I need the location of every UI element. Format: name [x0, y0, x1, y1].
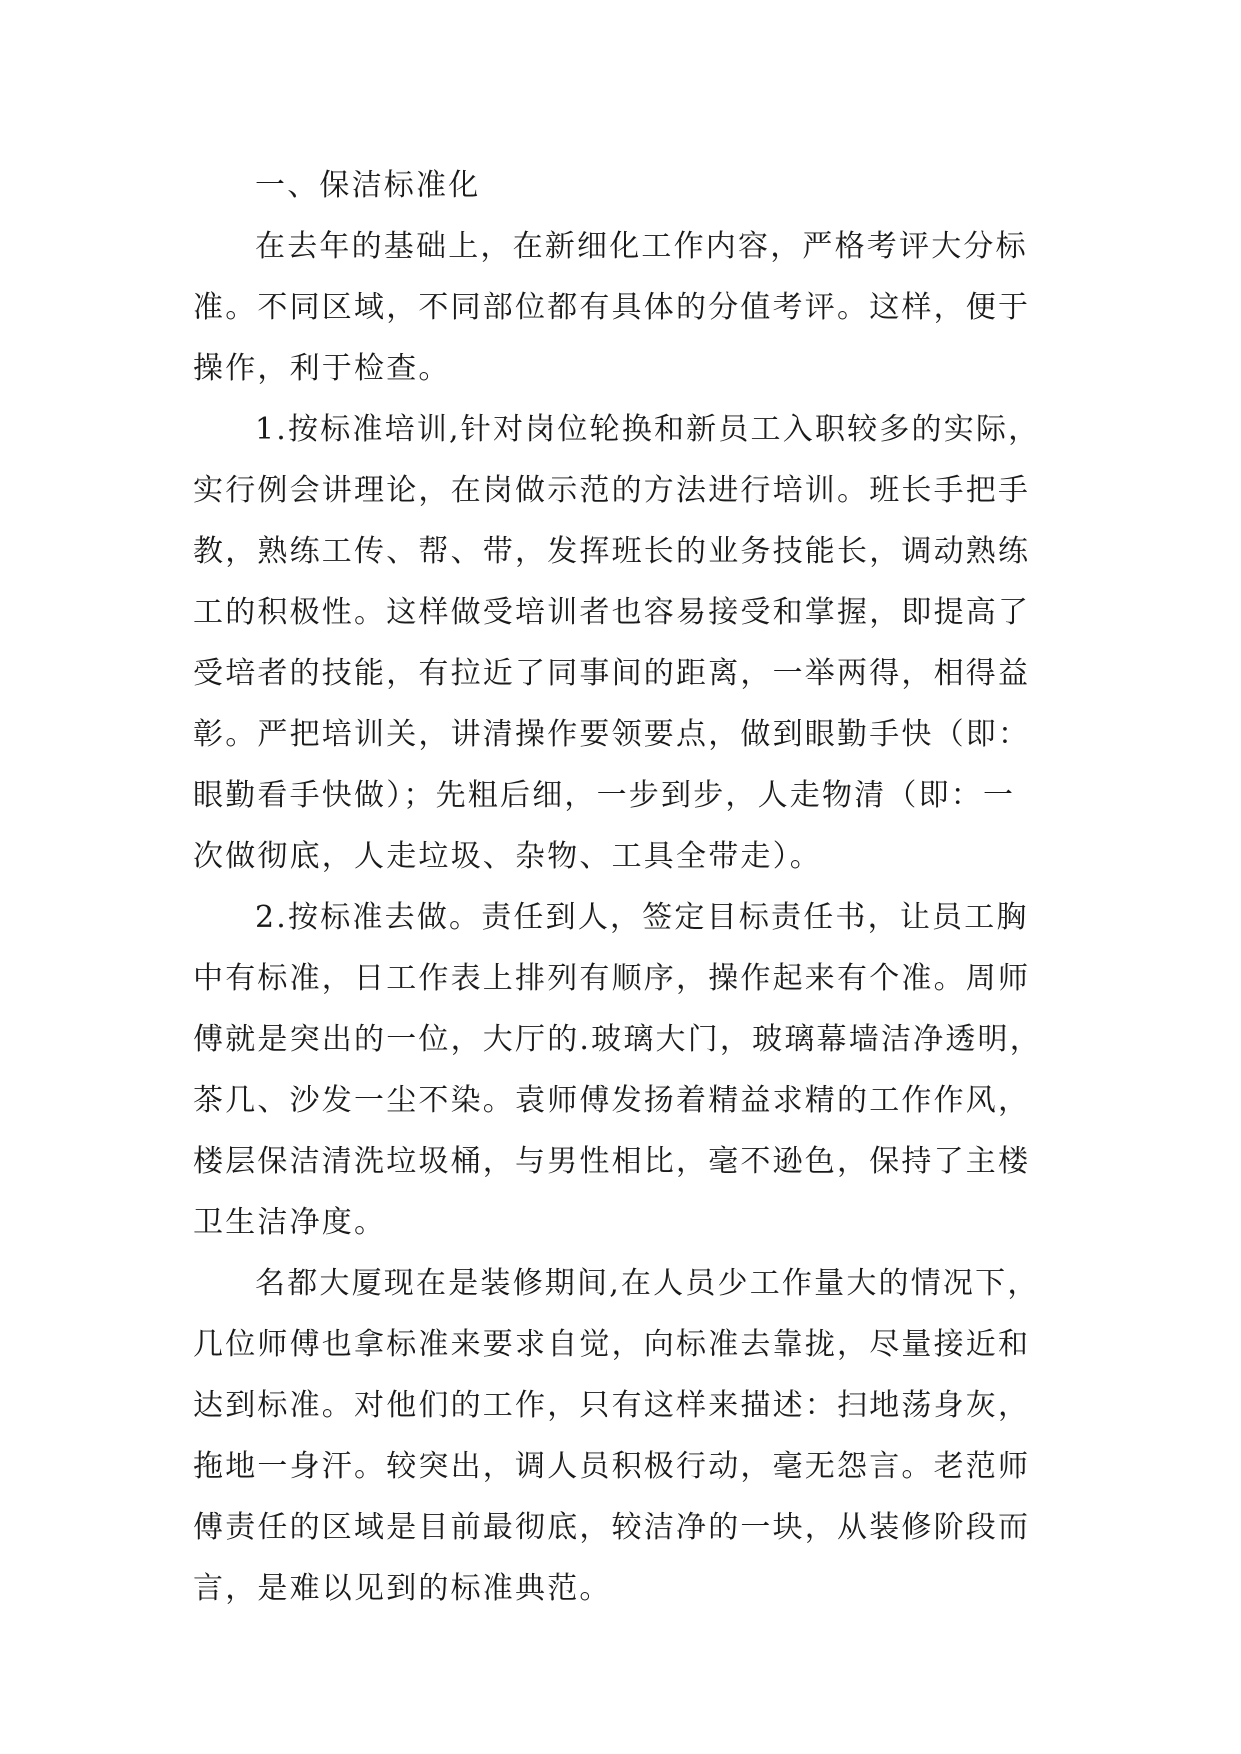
paragraph-line: 操作，利于检查。	[193, 351, 451, 386]
paragraph-line: 受培者的技能，有拉近了同事间的距离，一举两得，相得益	[193, 656, 1031, 691]
paragraph-line: 达到标准。对他们的工作，只有这样来描述：扫地荡身灰，	[193, 1388, 1031, 1423]
paragraph-1	[193, 216, 1053, 399]
paragraph-line: 在去年的基础上，在新细化工作内容，严格考评大分标	[255, 229, 1028, 264]
paragraph-line: 实行例会讲理论，在岗做示范的方法进行培训。班长手把手	[193, 473, 1031, 508]
paragraph-line: 言，是难以见到的标准典范。	[193, 1571, 612, 1606]
paragraph-line: 教，熟练工传、帮、带，发挥班长的业务技能长，调动熟练	[193, 534, 1031, 569]
paragraph-line: 1.按标准培训,针对岗位轮换和新员工入职较多的实际，	[255, 412, 1041, 447]
document-body	[193, 155, 1053, 1619]
paragraph-line: 拖地一身汗。较突出，调人员积极行动，毫无怨言。老范师	[193, 1449, 1031, 1484]
paragraph-3	[193, 887, 1053, 1253]
paragraph-4	[193, 1253, 1053, 1619]
section-heading: 一、保洁标准化	[255, 168, 481, 203]
paragraph-line: 卫生洁净度。	[193, 1205, 387, 1240]
paragraph-line: 茶几、沙发一尘不染。袁师傅发扬着精益求精的工作作风，	[193, 1083, 1031, 1118]
paragraph-line: 次做彻底，人走垃圾、杂物、工具全带走）。	[193, 839, 822, 874]
paragraph-line: 2.按标准去做。责任到人，签定目标责任书，让员工胸	[255, 900, 1029, 935]
paragraph-line: 傅责任的区域是目前最彻底，较洁净的一块，从装修阶段而	[193, 1510, 1031, 1545]
paragraph-line: 傅就是突出的一位，大厅的.玻璃大门，玻璃幕墙洁净透明，	[193, 1022, 1042, 1057]
paragraph-line: 眼勤看手快做）；先粗后细，一步到步，人走物清（即：一	[193, 778, 1016, 813]
paragraph-line: 彰。严把培训关，讲清操作要领要点，做到眼勤手快（即：	[193, 717, 1031, 752]
paragraph-line: 几位师傅也拿标准来要求自觉，向标准去靠拢，尽量接近和	[193, 1327, 1031, 1362]
paragraph-line: 准。不同区域，不同部位都有具体的分值考评。这样，便于	[193, 290, 1031, 325]
paragraph-2	[193, 399, 1053, 887]
paragraph-line: 中有标准，日工作表上排列有顺序，操作起来有个准。周师	[193, 961, 1031, 996]
paragraph-line: 楼层保洁清洗垃圾桶，与男性相比，毫不逊色，保持了主楼	[193, 1144, 1031, 1179]
paragraph-line: 名都大厦现在是装修期间,在人员少工作量大的情况下，	[255, 1266, 1040, 1301]
paragraph-line: 工的积极性。这样做受培训者也容易接受和掌握，即提高了	[193, 595, 1031, 630]
